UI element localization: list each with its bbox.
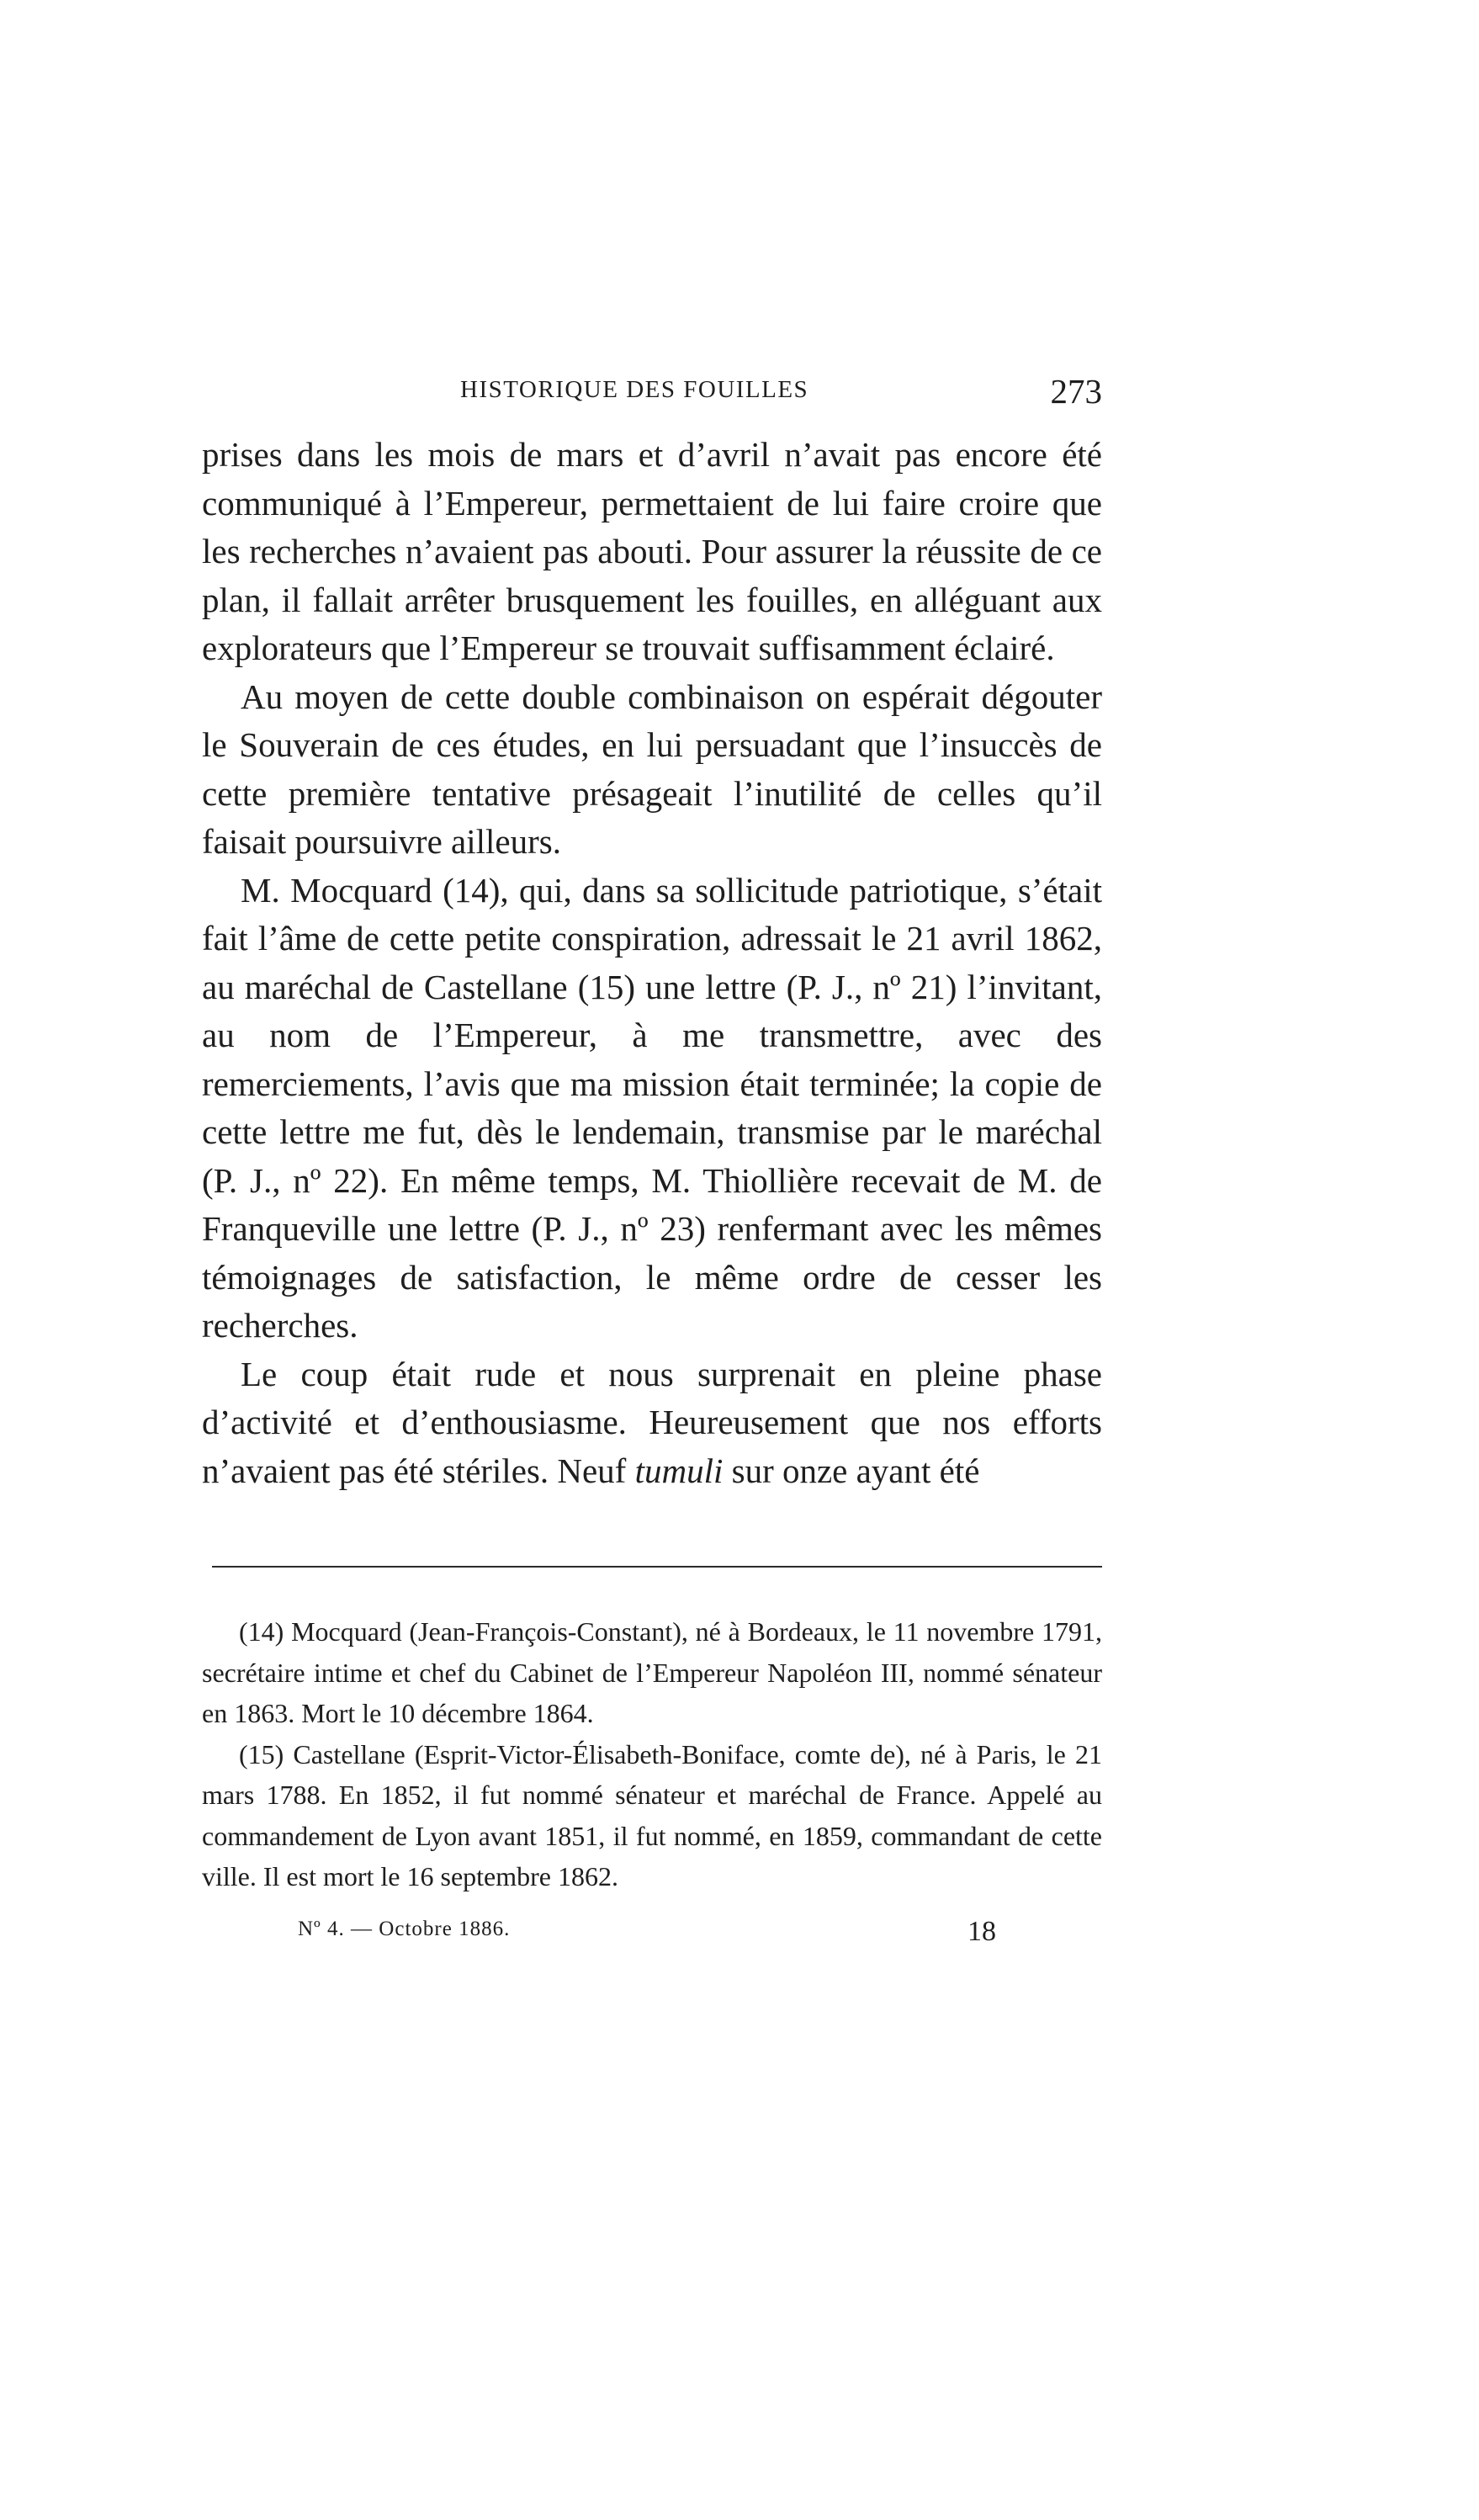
- text-run: Le coup était rude et nous surprenait en pleine phase d’activité et d’enthousiasme. Heureusement que nos efforts n’avaient pas été stériles. Neuf: [202, 1354, 1102, 1490]
- page: [202, 374, 1102, 1960]
- paragraph: [202, 1350, 1102, 1496]
- paragraph: [202, 867, 1102, 1350]
- footnote-separator: [212, 1566, 1102, 1568]
- footnote: (15) Castellane (Esprit-Victor-Élisabeth-Boniface, comte de), né à Paris, le 21 mars 1788. En 1852, il fut nommé sénateur et maréchal de France. Appelé au commandement de Lyon avant 1851, il fut nommé, en 1859, commandant de cette ville. Il est mort le 16 septembre 1862.: [202, 1738, 1102, 1891]
- body-text: [202, 431, 1102, 1495]
- page-footer: [202, 1915, 1102, 1960]
- text-run: M. Mocquard (14), qui, dans sa sollicitude patriotique, s’était fait l’âme de cette petite conspiration, adressait le 21 avril 1862, au maréchal de Castellane (15) une lettre (P. J., nº 21) l’invitant, au nom de l’Empereur, à me transmettre, avec des remerciements, l’avis que ma mission était terminée; la copie de cette lettre me fut, dès le lendemain, transmise par le maréchal (P. J., nº 22). En même temps, M. Thiollière recevait de M. de Franqueville une lettre (P. J., nº 23) renfermant avec les mêmes témoignages de satisfaction, le même ordre de cesser les recherches.: [202, 870, 1102, 1345]
- footnotes: [202, 1611, 1102, 1897]
- paragraph: [202, 431, 1102, 673]
- text-run: prises dans les mois de mars et d’avril n’avait pas encore été communiqué à l’Empereur, permettaient de lui faire croire que les recherches n’avaient pas abouti. Pour assurer la réussite de ce plan, il fallait arrêter brusquement les fouilles, en alléguant aux explorateurs que l’Empereur se trouvait suffisamment éclairé.: [202, 435, 1102, 667]
- italic-term: tumuli: [634, 1451, 724, 1490]
- running-header: [202, 374, 1102, 425]
- text-run: Au moyen de cette double combinaison on espérait dégouter le Souverain de ces études, en lui persuadant que l’insuccès de cette première tentative présageait l’inutilité de celles qu’il faisait poursuivre ailleurs.: [202, 676, 1102, 861]
- running-title: HISTORIQUE DES FOUILLES: [460, 376, 809, 403]
- signature-mark: 18: [967, 1915, 996, 1947]
- footnote: (14) Mocquard (Jean-François-Constant), né à Bordeaux, le 11 novembre 1791, secrétaire intime et chef du Cabinet de l’Empereur Napoléon III, nommé sénateur en 1863. Mort le 10 décembre 1864.: [202, 1616, 1102, 1728]
- paragraph: [202, 673, 1102, 867]
- page-number: 273: [1050, 372, 1102, 411]
- issue-line: Nº 4. — Octobre 1886.: [298, 1917, 511, 1940]
- text-run: sur onze ayant été: [723, 1451, 980, 1490]
